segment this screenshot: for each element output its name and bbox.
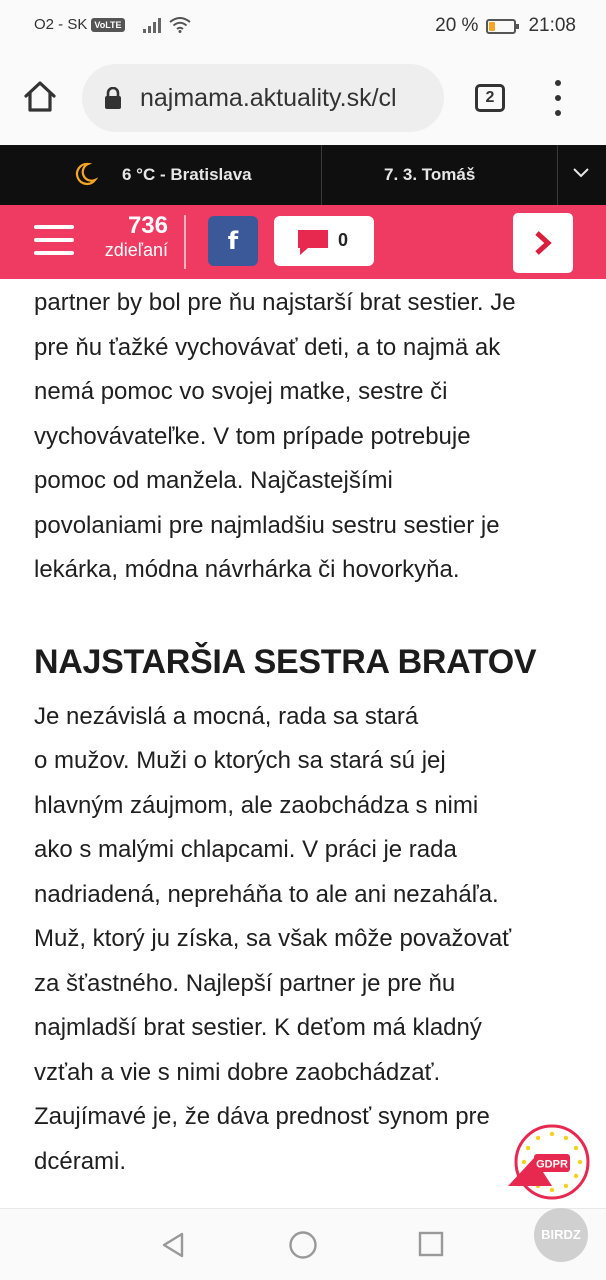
chevron-right-icon (533, 231, 553, 255)
recents-icon[interactable] (418, 1231, 444, 1257)
paragraph (34, 695, 586, 1185)
text-line: Muž, ktorý ju získa, sa však môže považovať (34, 925, 512, 952)
gdpr-label: GDPR (536, 1158, 568, 1171)
gdpr-badge[interactable] (504, 1118, 596, 1210)
back-icon[interactable] (160, 1231, 186, 1259)
url-bar[interactable] (82, 64, 444, 132)
weather-text: 6 °C - Bratislava (122, 165, 252, 184)
facebook-share-button[interactable]: f (208, 216, 258, 266)
section-heading: NAJSTARŠIA SESTRA BRATOV (34, 642, 537, 681)
chevron-down-icon[interactable] (572, 165, 590, 179)
wifi-icon (169, 17, 191, 33)
text-line: vzťah a vie s nimi dobre zaobchádzať. (34, 1058, 441, 1086)
share-count-label: zdieľaní (104, 240, 168, 260)
text-line: lekárka, módna návrhárka či hovorkyňa. (34, 556, 460, 583)
volte-badge: VoLTE (91, 18, 124, 32)
text-line: ako s malými chlapcami. V práci je rada (34, 836, 457, 863)
carrier-label: O2 - SK (34, 16, 88, 33)
signal-icon (143, 17, 161, 33)
divider (557, 145, 558, 205)
browser-toolbar (0, 52, 606, 145)
text-line: nadriadená, nepreháňa to ale ani nezaháľa. (34, 880, 499, 908)
text-line: dcérami. (34, 1147, 127, 1175)
text-line: Je nezávislá a mocná, rada sa stará (34, 702, 419, 730)
nameday-text: 7. 3. Tomáš (384, 165, 476, 184)
share-bar (0, 205, 606, 279)
text-line: najmladší brat sestier. K deťom má kladný (34, 1014, 482, 1041)
lock-icon (104, 87, 122, 109)
text-line: o mužov. Muži o ktorých sa stará sú jej (34, 747, 446, 774)
comments-button[interactable] (274, 216, 374, 266)
status-right (435, 15, 576, 37)
text-line: partner by bol pre ňu najstarší brat sestier. Je (34, 289, 516, 316)
text-line: nemá pomoc vo svojej matke, sestre či (34, 378, 448, 405)
text-line: za šťastného. Najlepší partner je pre ňu (34, 969, 456, 997)
divider (321, 145, 322, 205)
url-text: najmama.aktuality.sk/cl (140, 84, 397, 112)
home-circle-icon[interactable] (288, 1230, 318, 1260)
battery-icon (486, 19, 516, 34)
comment-icon (296, 228, 330, 256)
text-line: vychovávateľke. V tom prípade potrebuje (34, 422, 471, 450)
share-count: 736 (127, 212, 168, 239)
next-article-button[interactable] (513, 213, 573, 273)
divider (184, 215, 186, 269)
article-body (34, 279, 586, 1184)
status-left (34, 16, 191, 33)
text-line: Zaujímavé je, že dáva prednosť synom pre (34, 1103, 490, 1130)
tab-switcher-button[interactable]: 2 (475, 84, 505, 112)
clock: 21:08 (528, 15, 576, 36)
system-nav-bar (0, 1208, 606, 1280)
hamburger-menu-icon[interactable] (34, 225, 74, 255)
text-line: hlavným záujmom, ale zaobchádza s nimi (34, 791, 479, 819)
text-line: povolaniami pre najmladšiu sestru sestier je (34, 511, 500, 539)
paragraph (34, 281, 586, 593)
battery-percent: 20 % (435, 15, 479, 36)
moon-icon (72, 161, 98, 187)
share-counter (90, 213, 168, 261)
text-line: pomoc od manžela. Najčastejšími (34, 467, 393, 494)
status-bar (0, 0, 606, 52)
home-icon[interactable] (22, 78, 58, 114)
text-line: pre ňu ťažké vychovávať deti, a to najmä ak (34, 333, 501, 361)
more-vert-icon[interactable] (548, 80, 568, 116)
info-bar (0, 145, 606, 205)
watermark-logo: BIRDZ (534, 1208, 588, 1262)
comment-count: 0 (338, 230, 349, 250)
